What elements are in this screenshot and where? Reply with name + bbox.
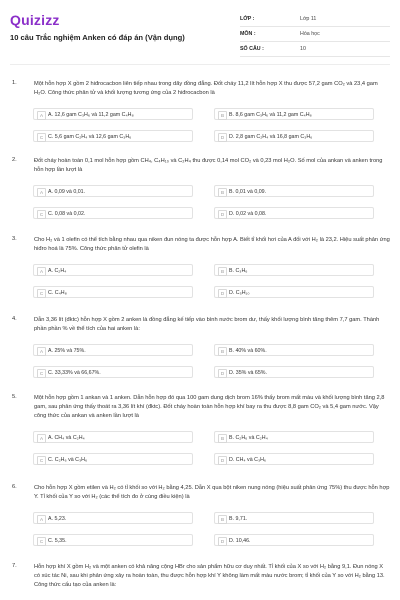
option-letter: A (37, 347, 46, 356)
option-text: A. 12,6 gam C₃H₆ và 11,2 gam C₄H₈ (48, 112, 134, 118)
option-d[interactable] (214, 534, 374, 546)
option-text: D. 0,02 và 0,08. (229, 211, 267, 217)
option-text: B. 40% và 60%. (229, 348, 267, 354)
option-text: C. 5,35. (48, 538, 67, 544)
option-letter: B (218, 347, 227, 356)
option-b[interactable] (214, 344, 374, 356)
option-text: D. 2,8 gam C₂H₄ và 16,8 gam C₃H₆ (229, 134, 313, 140)
option-letter: C (37, 456, 46, 465)
option-a[interactable] (33, 108, 193, 120)
option-letter: C (37, 537, 46, 546)
page-header (0, 0, 400, 62)
option-d[interactable] (214, 130, 374, 142)
question-text: Cho H₂ và 1 olefin có thể tích bằng nhau qua niken đun nóng ta được hỗn hợp A. Biết tỉ khối hơi của A đối với H₂ là 23,2. Hiệu suất phản ứng hiđro hoá là 75%. Công thức phân tử olefin là (34, 237, 390, 253)
option-c[interactable] (33, 286, 193, 298)
question-number: 2. (12, 157, 17, 163)
option-c[interactable] (33, 366, 193, 378)
option-b[interactable] (214, 264, 374, 276)
option-letter: A (37, 267, 46, 276)
option-d[interactable] (214, 366, 374, 378)
option-letter: D (218, 537, 227, 546)
question-number: 3. (12, 236, 17, 242)
option-text: C. C₄H₈ (48, 290, 67, 296)
question-number: 1. (12, 80, 17, 86)
option-text: C. 0,08 và 0,02. (48, 211, 86, 217)
option-letter: B (218, 188, 227, 197)
option-text: D. 35% và 65%. (229, 370, 267, 376)
option-letter: C (37, 133, 46, 142)
option-letter: C (37, 289, 46, 298)
option-letter: A (37, 515, 46, 524)
option-text: B. 0,01 và 0,09. (229, 189, 267, 195)
option-d[interactable] (214, 207, 374, 219)
header-divider (10, 64, 390, 65)
option-letter: B (218, 434, 227, 443)
quizizz-logo[interactable]: Quizizz (10, 12, 60, 28)
option-letter: D (218, 289, 227, 298)
meta-value: 10 (300, 46, 306, 52)
option-c[interactable] (33, 207, 193, 219)
meta-label: MÔN : (240, 31, 256, 37)
option-text: A. CH₄ và C₂H₄ (48, 435, 85, 441)
option-letter: C (37, 210, 46, 219)
option-d[interactable] (214, 286, 374, 298)
meta-label: SỐ CÂU : (240, 46, 264, 52)
option-letter: D (218, 456, 227, 465)
option-text: C. C₂H₆ và C₃H₆ (48, 457, 88, 463)
option-b[interactable] (214, 185, 374, 197)
option-a[interactable] (33, 512, 193, 524)
option-letter: B (218, 267, 227, 276)
option-letter: D (218, 369, 227, 378)
option-text: A. 5,23. (48, 516, 67, 522)
question-text: Dẫn 3,36 lít (đktc) hỗn hợp X gồm 2 anken là đồng đẳng kế tiếp vào bình nước brom dư, thấy khối lượng bình tăng thêm 7,7 gam. Thành phần phần % về thể tích của hai anken là: (34, 317, 380, 333)
option-c[interactable] (33, 453, 193, 465)
option-letter: B (218, 515, 227, 524)
option-letter: C (37, 369, 46, 378)
question-text: Đốt cháy hoàn toàn 0,1 mol hỗn hợp gồm CH₄, C₄H₁₀ và C₂H₄ thu được 0,14 mol CO₂ và 0,23 mol H₂O. Số mol của ankan và anken trong hỗn hợp lần lượt là (34, 158, 383, 174)
question-text: Hỗn hợp khí X gồm H₂ và một anken có khả năng cộng HBr cho sản phẩm hữu cơ duy nhất. Tỉ khối của X so với H₂ bằng 9,1. Đun nóng X có xúc tác Ni, sau khi phản ứng xảy ra hoàn toàn, thu được hỗn hợp khí Y không làm mất màu nước brom; tỉ khối của Y so với H₂ bằng 13. Công thức cấu tạo của anken là: (34, 564, 385, 589)
meta-value: Hóa học (300, 31, 320, 37)
option-a[interactable] (33, 264, 193, 276)
meta-row-count (240, 42, 390, 57)
option-text: A. 0,09 và 0,01. (48, 189, 86, 195)
option-text: A. 25% và 75%. (48, 348, 86, 354)
option-text: D. C₅H₁₀ (229, 290, 250, 296)
option-text: B. 8,6 gam C₃H₆ và 11,2 gam C₄H₈ (229, 112, 312, 118)
option-text: D. 10,46. (229, 538, 251, 544)
meta-row-subject (240, 27, 390, 42)
option-c[interactable] (33, 130, 193, 142)
question-number: 6. (12, 484, 17, 490)
meta-table (240, 12, 390, 57)
option-text: D. CH₄ và C₃H₆ (229, 457, 267, 463)
option-letter: A (37, 434, 46, 443)
option-a[interactable] (33, 185, 193, 197)
option-text: B. C₃H₆ (229, 268, 248, 274)
option-a[interactable] (33, 344, 193, 356)
option-text: B. 9,71. (229, 516, 248, 522)
option-text: A. C₂H₄ (48, 268, 67, 274)
option-letter: D (218, 133, 227, 142)
question-number: 7. (12, 563, 17, 569)
option-text: C. 5,6 gam C₂H₄ và 12,6 gam C₃H₆ (48, 134, 132, 140)
option-c[interactable] (33, 534, 193, 546)
option-letter: B (218, 111, 227, 120)
question-text: Một hỗn hợp X gồm 2 hiđrocacbon liên tiếp nhau trong dãy đồng đẳng. Đốt cháy 11,2 lít hỗn hợp X thu được 57,2 gam CO₂ và 23,4 gam H₂O. Công thức phân tử và khối lượng tương ứng của 2 hiđrocacbon là (34, 81, 378, 97)
option-a[interactable] (33, 431, 193, 443)
meta-label: LỚP : (240, 16, 255, 22)
meta-value: Lớp 11 (300, 16, 317, 22)
option-letter: D (218, 210, 227, 219)
question-text: Một hỗn hợp gồm 1 ankan và 1 anken. Dẫn hỗn hợp đó qua 100 gam dung dịch brom 16% thấy brom mất màu và khối lượng bình tăng 2,8 gam, sau phản ứng thấy thoát ra 3,36 lít khí (đktc). Đốt cháy hoàn toàn hỗn hợp khí bay ra thu được 8,8 gam CO₂ và 5,4 gam nước. Vậy công thức của ankan và anken lần lượt là (34, 395, 385, 420)
option-letter: A (37, 111, 46, 120)
question-number: 4. (12, 316, 17, 322)
option-text: B. C₂H₆ và C₂H₄ (229, 435, 268, 441)
option-text: C. 33,33% và 66,67%. (48, 370, 101, 376)
meta-row-class (240, 12, 390, 27)
option-d[interactable] (214, 453, 374, 465)
option-b[interactable] (214, 431, 374, 443)
page-title: 10 câu Trắc nghiệm Anken có đáp án (Vận dụng) (10, 33, 185, 42)
option-b[interactable] (214, 108, 374, 120)
option-letter: A (37, 188, 46, 197)
option-b[interactable] (214, 512, 374, 524)
question-text: Cho hỗn hợp X gồm etilen và H₂ có tỉ khối so với H₂ bằng 4,25. Dẫn X qua bột niken nung nóng (hiệu suất phản ứng 75%) thu được hỗn hợp Y. Tỉ khối của Y so với H₂ (các thể tích đo ở cùng điều kiện) là (34, 485, 390, 501)
question-number: 5. (12, 394, 17, 400)
